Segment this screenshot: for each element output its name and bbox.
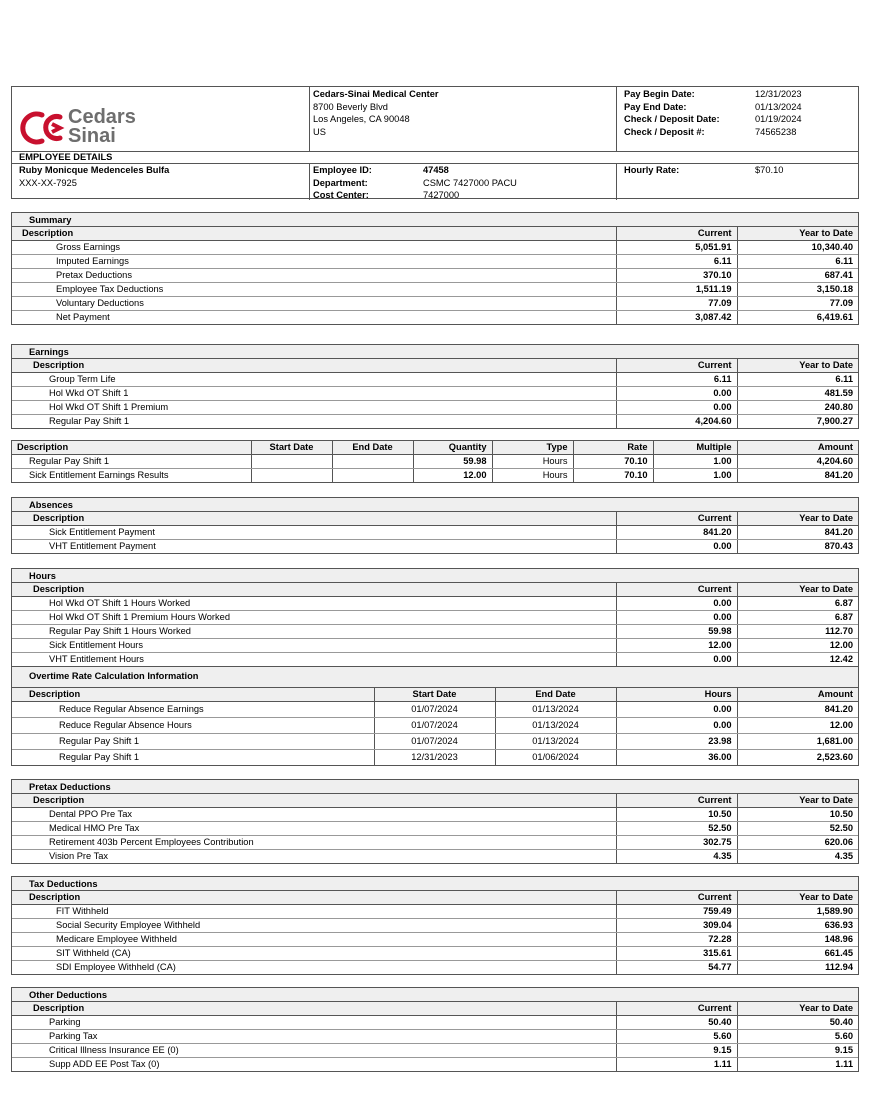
table-row [12,282,858,296]
row-quantity: 12.00 [413,468,492,482]
table-row [12,1029,858,1043]
row-description: Dental PPO Pre Tax [12,807,616,821]
row-current: 4,204.60 [616,414,737,428]
employee-identity [19,164,169,189]
department-label: Department: [313,177,368,188]
row-ytd: 112.70 [737,624,858,638]
row-multiple: 1.00 [653,454,737,468]
row-current: 9.15 [616,1043,737,1057]
check-date-label: Check / Deposit Date: [624,114,720,124]
row-ytd: 841.20 [737,525,858,539]
row-end-date: 01/13/2024 [495,733,616,749]
hours-header-ytd: Year to Date [737,583,858,596]
detail-header-amount: Amount [737,441,858,454]
row-description: Hol Wkd OT Shift 1 Premium Hours Worked [12,610,616,624]
cost-center-value: 7427000 [423,190,460,200]
other-table [12,1002,858,1071]
earnings-section [11,344,859,429]
row-ytd: 870.43 [737,539,858,553]
row-amount: 4,204.60 [737,454,858,468]
row-ytd: 6,419.61 [737,310,858,324]
other-header-current: Current [616,1002,737,1015]
check-number-value: 74565238 [755,126,797,137]
summary-section [11,212,859,325]
table-row [12,240,858,254]
row-description: Imputed Earnings [12,254,616,268]
table-row [12,717,858,733]
row-start-date [251,468,332,482]
hours-header-description: Description [12,583,616,596]
row-amount: 1,681.00 [737,733,858,749]
table-row [12,918,858,932]
row-ytd: 12.42 [737,652,858,666]
row-description: Group Term Life [12,372,616,386]
table-row [12,807,858,821]
row-current: 5.60 [616,1029,737,1043]
logo-text-sinai: Sinai [68,125,116,147]
row-amount: 841.20 [737,468,858,482]
pay-info-labels [624,88,720,138]
table-row [12,1057,858,1071]
pretax-table [12,794,858,863]
pay-end-date-label: Pay End Date: [624,101,687,112]
employee-name: Ruby Monicque Medenceles Bulfa [19,165,170,175]
row-description: Social Security Employee Withheld [12,918,616,932]
row-description: Hol Wkd OT Shift 1 [12,386,616,400]
employer-name: Cedars-Sinai Medical Center [313,89,439,99]
row-ytd: 481.59 [737,386,858,400]
employer-address-line2: Los Angeles, CA 90048 [313,114,410,124]
earnings-title: Earnings [12,345,858,359]
earnings-header-ytd: Year to Date [737,359,858,372]
table-row [12,386,858,400]
detail-header-quantity: Quantity [413,441,492,454]
row-description: Reduce Regular Absence Hours [12,717,374,733]
row-current: 0.00 [616,539,737,553]
pretax-section [11,779,859,864]
employee-id-label: Employee ID: [313,165,372,175]
employer-country: US [313,126,326,137]
row-description: Regular Pay Shift 1 [59,752,140,763]
row-description: SDI Employee Withheld (CA) [56,962,176,973]
table-row [12,525,858,539]
table-row [12,296,858,310]
row-description: Vision Pre Tax [49,851,109,862]
paystub [11,86,859,1072]
row-current: 1,511.19 [616,282,737,296]
other-deductions-section [11,987,859,1072]
row-ytd: 240.80 [737,400,858,414]
overtime-header-start-date: Start Date [374,688,495,701]
row-type: Hours [492,468,573,482]
row-current: 0.00 [616,652,737,666]
overtime-header-end-date: End Date [495,688,616,701]
absences-title: Absences [12,498,858,512]
row-current: 50.40 [616,1015,737,1029]
absences-section [11,497,859,554]
absences-header-current: Current [616,512,737,525]
table-row [12,701,858,717]
row-ytd: 112.94 [737,960,858,974]
row-current: 4.35 [616,849,737,863]
row-description: Voluntary Deductions [12,296,616,310]
row-current: 6.11 [616,372,737,386]
employer-address-line1: 8700 Beverly Blvd [313,101,388,112]
row-description: VHT Entitlement Payment [49,541,156,552]
table-row [12,454,858,468]
tax-header-ytd: Year to Date [737,891,858,904]
row-ytd: 5.60 [737,1029,858,1043]
row-end-date: 01/13/2024 [495,717,616,733]
earnings-header-description: Description [12,359,616,372]
row-end-date [332,454,413,468]
other-header-description: Description [12,1002,616,1015]
row-current: 5,051.91 [616,240,737,254]
row-description: Regular Pay Shift 1 [12,733,374,749]
row-ytd: 6.87 [737,610,858,624]
employee-ssn: XXX-XX-7925 [19,177,77,188]
row-current: 0.00 [616,596,737,610]
table-row [12,414,858,428]
row-current: 3,087.42 [616,310,737,324]
row-description: FIT Withheld [12,904,616,918]
summary-title: Summary [12,213,858,227]
row-ytd: 7,900.27 [737,414,858,428]
row-amount: 2,523.60 [737,749,858,765]
earnings-detail-section [11,440,859,483]
row-ytd: 1,589.90 [737,904,858,918]
cedars-sinai-logo [20,107,150,147]
row-description: Employee Tax Deductions [12,282,616,296]
row-current: 6.11 [616,254,737,268]
row-current: 302.75 [616,835,737,849]
row-ytd: 9.15 [737,1043,858,1057]
table-row [12,821,858,835]
logo-text-cedars: Cedars [68,106,136,128]
row-current: 0.00 [616,610,737,624]
row-current: 759.49 [616,904,737,918]
row-multiple: 1.00 [653,468,737,482]
table-row [12,596,858,610]
row-start-date: 12/31/2023 [374,749,495,765]
row-description: Hol Wkd OT Shift 1 Hours Worked [12,596,616,610]
pay-begin-date-value: 12/31/2023 [755,89,802,99]
pretax-title: Pretax Deductions [12,780,858,794]
pay-begin-date-label: Pay Begin Date: [624,89,695,99]
row-current: 10.50 [616,807,737,821]
row-ytd: 636.93 [737,918,858,932]
row-current: 0.00 [616,386,737,400]
earnings-header-current: Current [616,359,737,372]
overtime-header-description: Description [12,688,374,701]
row-ytd: 6.11 [737,254,858,268]
hourly-rate-value: $70.10 [755,165,784,175]
row-hours: 0.00 [616,717,737,733]
row-description: Medical HMO Pre Tax [12,821,616,835]
table-row [12,652,858,666]
row-quantity: 59.98 [413,454,492,468]
row-description: Sick Entitlement Earnings Results [29,470,169,481]
row-ytd: 52.50 [737,821,858,835]
row-description: Regular Pay Shift 1 Hours Worked [12,624,616,638]
earnings-detail-table [12,441,858,482]
row-ytd: 620.06 [737,835,858,849]
table-row [12,610,858,624]
row-hours: 0.00 [616,701,737,717]
table-row [12,1015,858,1029]
summary-header-description: Description [12,227,616,240]
row-description: Parking Tax [12,1029,616,1043]
row-description: Sick Entitlement Payment [12,525,616,539]
row-current: 309.04 [616,918,737,932]
logo-mark-icon [20,107,72,147]
cost-center-label: Cost Center: [313,190,369,200]
detail-header-start-date: Start Date [251,441,332,454]
tax-section [11,876,859,975]
row-ytd: 148.96 [737,932,858,946]
row-end-date [332,468,413,482]
pretax-header-current: Current [616,794,737,807]
check-number-label: Check / Deposit #: [624,126,705,137]
row-description: Pretax Deductions [12,268,616,282]
row-description: Regular Pay Shift 1 [12,454,251,468]
employee-details-label: EMPLOYEE DETAILS [19,152,113,162]
table-row [12,254,858,268]
employer-address [313,88,439,138]
row-type: Hours [492,454,573,468]
detail-header-type: Type [492,441,573,454]
hourly-rate-label: Hourly Rate: [624,165,680,175]
detail-header-description: Description [12,441,251,454]
row-description: Retirement 403b Percent Employees Contribution [12,835,616,849]
table-row [12,960,858,974]
row-end-date: 01/06/2024 [495,749,616,765]
row-amount: 841.20 [737,701,858,717]
table-row [12,932,858,946]
pay-info-values [755,88,802,138]
row-current: 54.77 [616,960,737,974]
row-ytd: 1.11 [737,1057,858,1071]
row-current: 0.00 [616,400,737,414]
paystub-header [11,86,859,199]
row-rate: 70.10 [573,468,653,482]
row-description: Supp ADD EE Post Tax (0) [49,1059,160,1070]
row-start-date: 01/07/2024 [374,717,495,733]
table-row [12,904,858,918]
row-hours: 36.00 [616,749,737,765]
summary-header-ytd: Year to Date [737,227,858,240]
row-ytd: 661.45 [737,946,858,960]
row-current: 1.11 [616,1057,737,1071]
tax-header-current: Current [616,891,737,904]
row-ytd: 6.87 [737,596,858,610]
table-row [12,749,858,765]
table-row [12,1043,858,1057]
row-ytd: 10.50 [737,807,858,821]
hours-table [12,583,858,666]
tax-table [12,891,858,974]
detail-header-end-date: End Date [332,441,413,454]
earnings-table [12,359,858,428]
other-header-ytd: Year to Date [737,1002,858,1015]
hours-title: Hours [12,569,858,583]
overtime-table [12,688,858,765]
row-start-date [251,454,332,468]
row-description: SIT Withheld (CA) [12,946,616,960]
table-row [12,624,858,638]
row-amount: 12.00 [737,717,858,733]
row-description: Parking [12,1015,616,1029]
row-end-date: 01/13/2024 [495,701,616,717]
table-row [12,310,858,324]
row-current: 12.00 [616,638,737,652]
tax-title: Tax Deductions [12,877,858,891]
row-description: VHT Entitlement Hours [49,654,144,665]
row-current: 72.28 [616,932,737,946]
pretax-header-ytd: Year to Date [737,794,858,807]
row-current: 841.20 [616,525,737,539]
check-date-value: 01/19/2024 [755,114,802,124]
row-ytd: 4.35 [737,849,858,863]
detail-header-rate: Rate [573,441,653,454]
other-title: Other Deductions [12,988,858,1002]
row-ytd: 10,340.40 [737,240,858,254]
row-current: 52.50 [616,821,737,835]
hours-section [11,568,859,766]
absences-header-ytd: Year to Date [737,512,858,525]
table-row [12,372,858,386]
row-ytd: 50.40 [737,1015,858,1029]
table-row [12,268,858,282]
detail-header-multiple: Multiple [653,441,737,454]
pretax-header-description: Description [12,794,616,807]
row-current: 315.61 [616,946,737,960]
table-row [12,638,858,652]
row-description: Net Payment [56,312,110,323]
row-description: Medicare Employee Withheld [12,932,616,946]
table-row [12,733,858,749]
row-start-date: 01/07/2024 [374,733,495,749]
row-current: 370.10 [616,268,737,282]
row-hours: 23.98 [616,733,737,749]
row-description: Hol Wkd OT Shift 1 Premium [12,400,616,414]
department-value: CSMC 7427000 PACU [423,177,517,188]
overtime-title: Overtime Rate Calculation Information [12,666,858,688]
absences-table [12,512,858,553]
employee-info-values [423,164,517,202]
overtime-header-hours: Hours [616,688,737,701]
table-row [12,468,858,482]
row-start-date: 01/07/2024 [374,701,495,717]
summary-table [12,227,858,324]
summary-header-current: Current [616,227,737,240]
row-current: 77.09 [616,296,737,310]
table-row [12,849,858,863]
row-ytd: 3,150.18 [737,282,858,296]
table-row [12,539,858,553]
row-description: Gross Earnings [12,240,616,254]
absences-header-description: Description [12,512,616,525]
tax-header-description: Description [12,891,616,904]
row-description: Critical Illness Insurance EE (0) [12,1043,616,1057]
row-description: Sick Entitlement Hours [12,638,616,652]
row-ytd: 12.00 [737,638,858,652]
table-row [12,835,858,849]
row-current: 59.98 [616,624,737,638]
pay-end-date-value: 01/13/2024 [755,101,802,112]
row-description: Regular Pay Shift 1 [49,416,130,427]
employee-id-value: 47458 [423,165,449,175]
overtime-header-amount: Amount [737,688,858,701]
row-rate: 70.10 [573,454,653,468]
table-row [12,400,858,414]
row-description: Reduce Regular Absence Earnings [12,701,374,717]
table-row [12,946,858,960]
employee-info-labels [313,164,372,202]
row-ytd: 77.09 [737,296,858,310]
row-ytd: 687.41 [737,268,858,282]
hours-header-current: Current [616,583,737,596]
row-ytd: 6.11 [737,372,858,386]
